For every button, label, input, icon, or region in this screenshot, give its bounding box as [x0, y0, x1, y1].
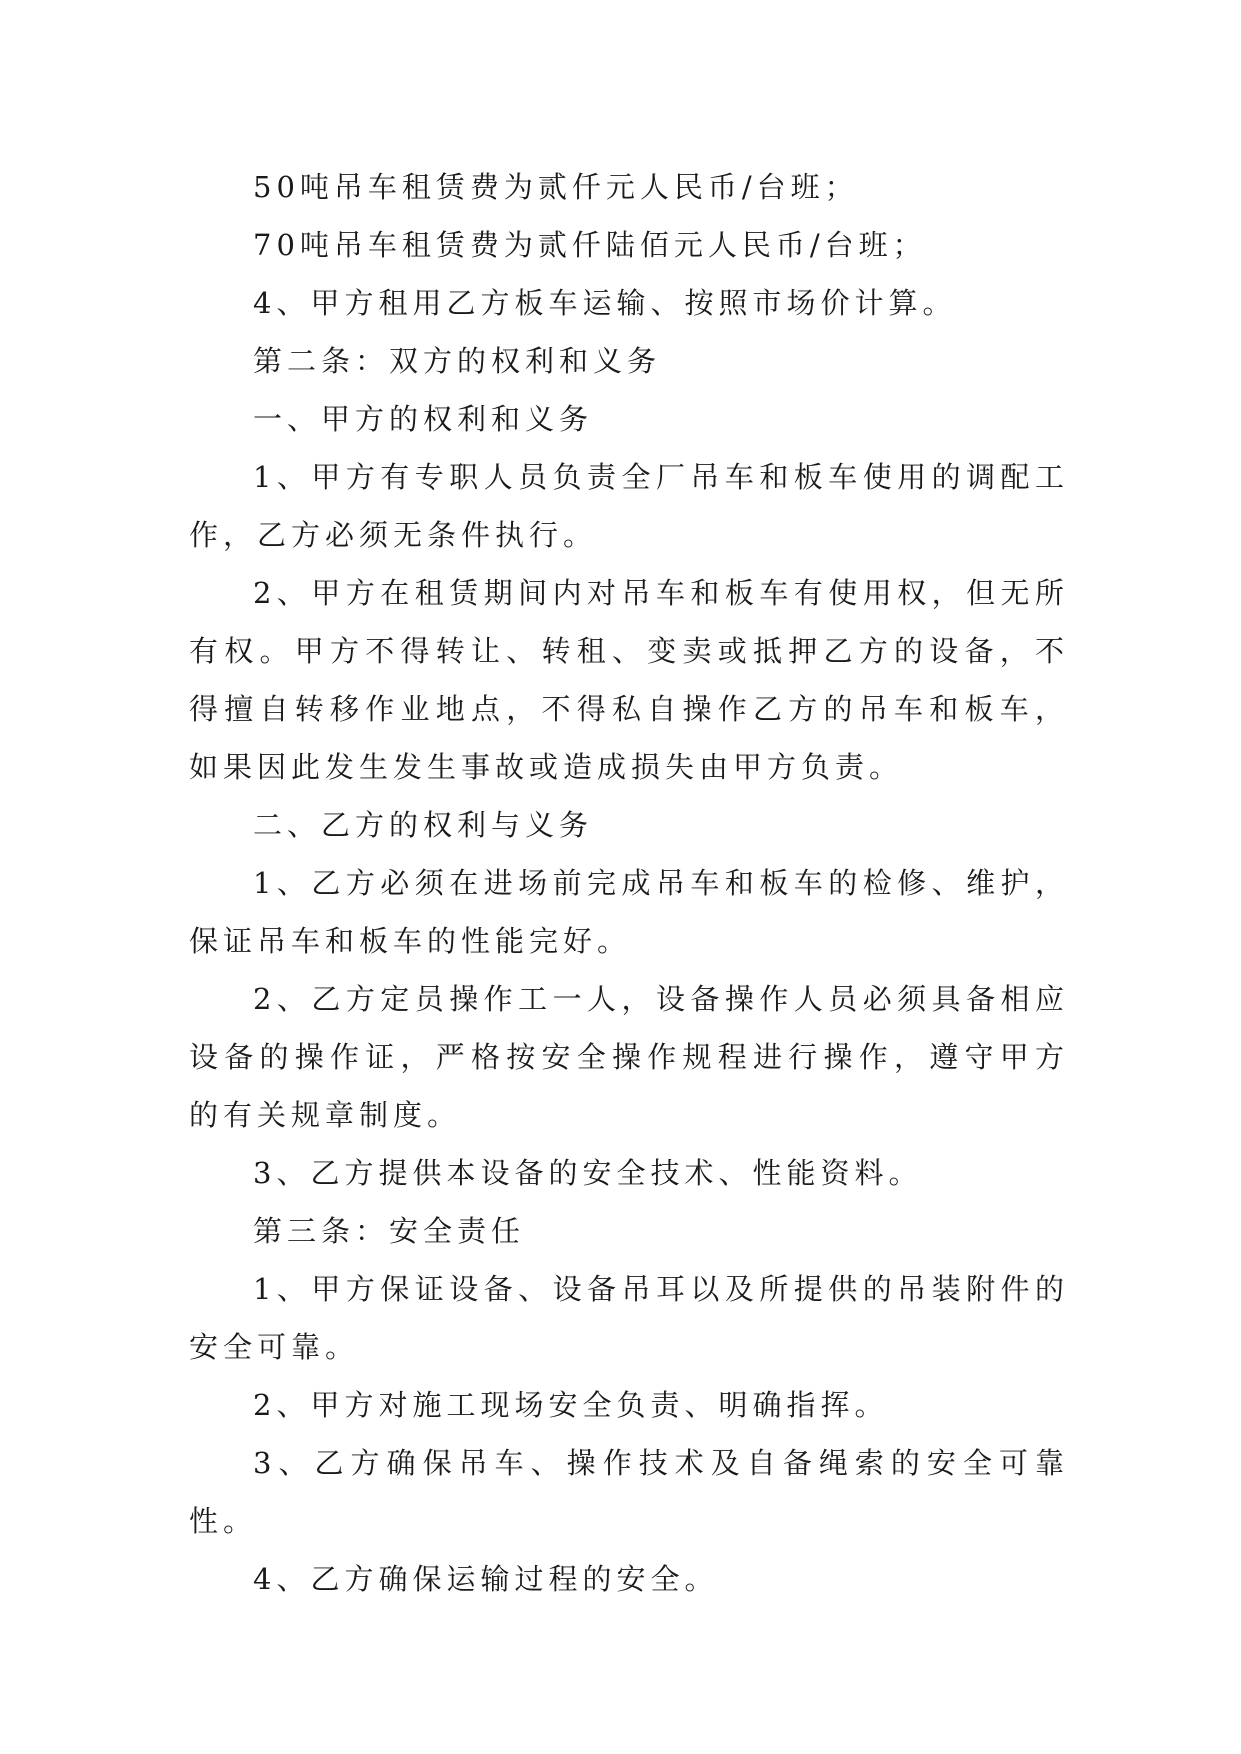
paragraph-safety-item-3: 3、乙方确保吊车、操作技术及自备绳索的安全可靠性。	[189, 1446, 1069, 1538]
paragraph-flatbed-rental: 4、甲方租用乙方板车运输、按照市场价计算。	[253, 286, 957, 320]
paragraph-crane-50t-fee: 50吨吊车租赁费为贰仟元人民币/台班；	[253, 170, 859, 204]
heading-article-3: 第三条：安全责任	[253, 1214, 526, 1248]
heading-article-2: 第二条：双方的权利和义务	[253, 344, 662, 378]
paragraph-party-b-item-3: 3、乙方提供本设备的安全技术、性能资料。	[253, 1156, 923, 1190]
paragraph-safety-item-4: 4、乙方确保运输过程的安全。	[253, 1562, 719, 1596]
paragraph-party-b-item-2: 2、乙方定员操作工一人，设备操作人员必须具备相应设备的操作证，严格按安全操作规程进行操作，遵守甲方的有关规章制度。	[189, 982, 1069, 1132]
heading-party-a-rights: 一、甲方的权利和义务	[253, 402, 594, 436]
paragraph-crane-70t-fee: 70吨吊车租赁费为贰仟陆佰元人民币/台班；	[253, 228, 927, 262]
paragraph-party-b-item-1: 1、乙方必须在进场前完成吊车和板车的检修、维护，保证吊车和板车的性能完好。	[189, 866, 1069, 958]
paragraph-party-a-item-1: 1、甲方有专职人员负责全厂吊车和板车使用的调配工作，乙方必须无条件执行。	[189, 460, 1069, 552]
paragraph-safety-item-1: 1、甲方保证设备、设备吊耳以及所提供的吊装附件的安全可靠。	[189, 1272, 1069, 1364]
document-body	[189, 158, 1069, 1608]
paragraph-party-a-item-2: 2、甲方在租赁期间内对吊车和板车有使用权，但无所有权。甲方不得转让、转租、变卖或抵押乙方的设备，不得擅自转移作业地点，不得私自操作乙方的吊车和板车，如果因此发生发生事故或造成损失由甲方负责。	[189, 576, 1069, 784]
heading-party-b-rights: 二、乙方的权利与义务	[253, 808, 594, 842]
paragraph-safety-item-2: 2、甲方对施工现场安全负责、明确指挥。	[253, 1388, 889, 1422]
